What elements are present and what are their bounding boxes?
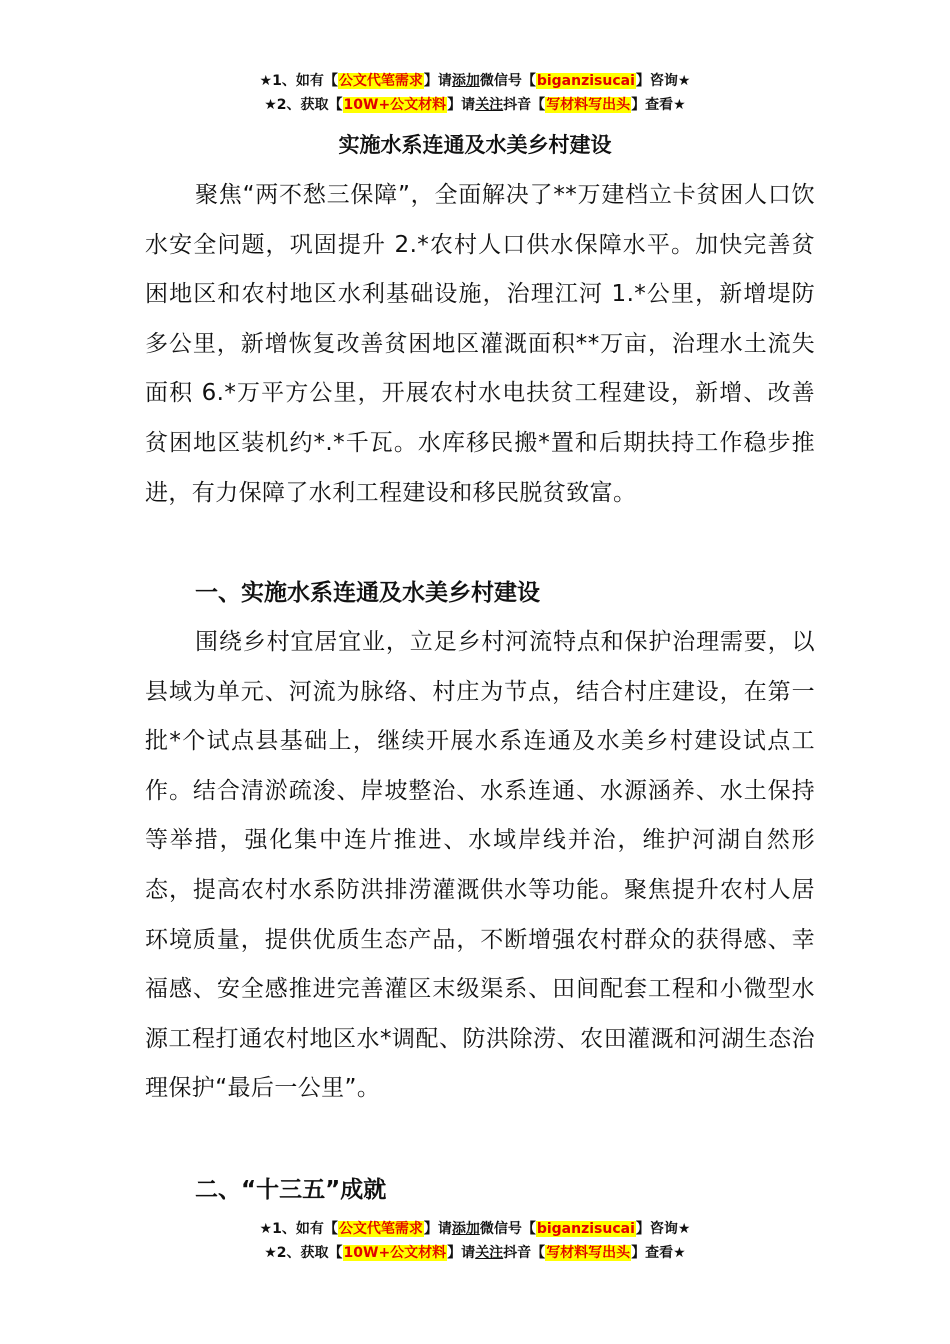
ad-highlight: 公文代笔需求 [338,1221,423,1237]
intro-paragraph: 聚焦“两不愁三保障”，全面解决了**万建档立卡贫困人口饮水安全问题，巩固提升 2.*农村人口供水保障水平。加快完善贫困地区和农村地区水利基础设施，治理江河 1.*公里，新增堤防多公里，新增恢复改善贫困地区灌溉面积**万亩，治理水土流失面积 6.*万平方公里，开展农村水电扶贫工程建设，新增、改善贫困地区装机约*.*千瓦。水库移民搬*置和后期扶持工作稳步推进，有力保障了水利工程建设和移民脱贫致富。 [145,182,815,506]
ad-text: 】咨询★ [635,1221,691,1237]
ad-text: ★2、获取【 [264,1245,343,1261]
section1-heading: 一、实施水系连通及水美乡村建设 [195,580,540,606]
ad-text: 】请 [423,1221,452,1237]
ad-highlight-douyin-id: 写材料写出头 [546,1245,631,1261]
ad-underlined: 关注 [475,1245,504,1261]
ad-text: 】查看★ [631,97,686,113]
document-title: 实施水系连通及水美乡村建设 [338,133,612,157]
ad-highlight: 10W+公文材料 [343,1245,447,1261]
section2-heading: 二、“十三五”成就 [195,1177,387,1203]
ad-text: 抖音【 [503,1245,546,1261]
ad-underlined: 关注 [475,97,504,113]
ad-banner-top-line2 [0,94,950,116]
ad-highlight: 公文代笔需求 [338,73,423,89]
ad-underlined: 添加 [451,73,480,89]
ad-text: ★2、获取【 [264,97,343,113]
ad-text: 抖音【 [503,97,546,113]
ad-text: 】咨询★ [635,73,691,89]
ad-underlined: 添加 [451,1221,480,1237]
section1-paragraph: 围绕乡村宜居宜业，立足乡村河流特点和保护治理需要，以县域为单元、河流为脉络、村庄为节点，结合村庄建设，在第一批*个试点县基础上，继续开展水系连通及水美乡村建设试点工作。结合清淤疏浚、岸坡整治、水系连通、水源涵养、水土保持等举措，强化集中连片推进、水域岸线并治，维护河湖自然形态，提高农村水系防洪排涝灌溉供水等功能。聚焦提升农村人居环境质量，提供优质生态产品，不断增强农村群众的获得感、幸福感、安全感推进完善灌区末级渠系、田间配套工程和小微型水源工程打通农村地区水*调配、防洪除涝、农田灌溉和河湖生态治理保护“最后一公里”。 [145,629,815,1102]
ad-text: 】请 [423,73,452,89]
ad-banner-bottom-line1 [0,1218,950,1240]
ad-highlight-wechat-id: biganzisucai [536,73,635,89]
ad-highlight-wechat-id: biganzisucai [536,1221,635,1237]
ad-text: 微信号【 [479,1221,536,1237]
ad-text: ★1、如有【 [259,73,338,89]
ad-banner-top-line1 [0,70,950,92]
ad-text: 】请 [447,1245,476,1261]
ad-text: 】查看★ [631,1245,686,1261]
ad-highlight: 10W+公文材料 [343,97,447,113]
ad-text: 微信号【 [479,73,536,89]
ad-banner-bottom-line2 [0,1242,950,1264]
ad-text: 】请 [447,97,476,113]
ad-text: ★1、如有【 [259,1221,338,1237]
ad-highlight-douyin-id: 写材料写出头 [546,97,631,113]
